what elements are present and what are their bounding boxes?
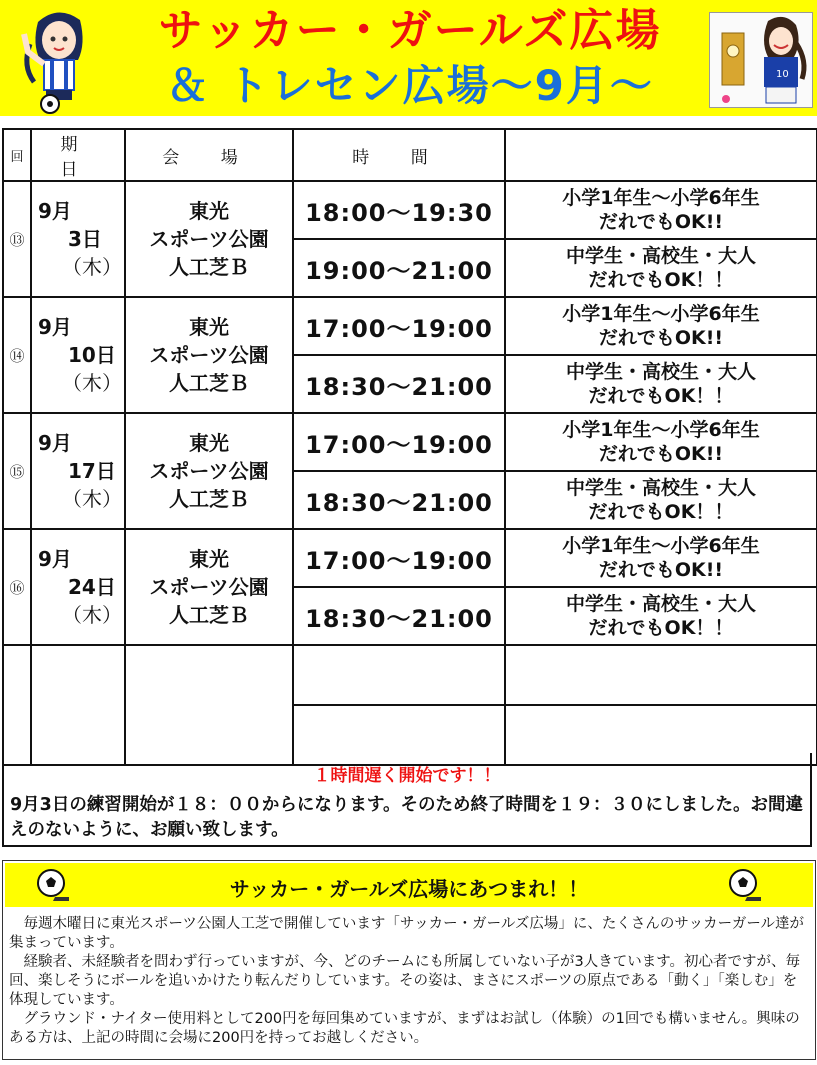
round-number: ⑯ bbox=[3, 529, 31, 645]
notice-box bbox=[2, 753, 812, 847]
empty-row bbox=[3, 645, 817, 705]
venue-line: 東光 bbox=[189, 315, 229, 339]
target-note: だれでもOK！！ bbox=[588, 269, 734, 291]
target-group: 中学生・高校生・大人 bbox=[565, 593, 756, 615]
target-group: 中学生・高校生・大人 bbox=[565, 477, 756, 499]
date-weekday: （木） bbox=[62, 487, 122, 511]
table-row bbox=[3, 297, 817, 355]
venue-line: 人工芝Ｂ bbox=[169, 487, 249, 511]
empty-cell bbox=[31, 645, 125, 765]
header-banner bbox=[0, 0, 817, 116]
notice-headline: １時間遅く開始です！！ bbox=[313, 766, 501, 786]
date-cell bbox=[31, 413, 125, 529]
date-weekday: （木） bbox=[62, 255, 122, 279]
target-note: だれでもOK！！ bbox=[588, 501, 734, 523]
time-slot: 18:00～19:30 bbox=[293, 181, 505, 239]
target-cell bbox=[505, 181, 817, 239]
venue-line: スポーツ公園 bbox=[149, 459, 269, 483]
date-day: 17日 bbox=[68, 459, 116, 483]
info-paragraph: グラウンド・ナイター使用料として200円を毎回集めていますが、まずはお試し（体験）の1回でも構いません。興味のある方は、上記の時間に会場に200円を持ってお越しください。 bbox=[9, 1011, 800, 1046]
col-header-time: 時 間 bbox=[293, 129, 505, 181]
info-box bbox=[2, 860, 816, 1060]
page-title: サッカー・ガールズ広場 bbox=[158, 5, 662, 56]
date-day: 3日 bbox=[68, 227, 102, 251]
table-row bbox=[3, 181, 817, 239]
info-paragraph: 経験者、未経験者を問わず行っていますが、今、どのチームにも所属していない子が3人きています。初心者ですが、毎回、楽しそうにボールを追いかけたり転んだりしています。その姿は、まさにスポーツの原点である「動く」「楽しむ」を体現しています。 bbox=[9, 954, 801, 1008]
venue-line: スポーツ公園 bbox=[149, 227, 269, 251]
player-with-trophy-photo bbox=[709, 12, 813, 108]
schedule-table bbox=[2, 128, 817, 766]
date-month: 9月 bbox=[38, 199, 72, 223]
venue-line: 東光 bbox=[189, 199, 229, 223]
target-note: だれでもOK！！ bbox=[588, 617, 734, 639]
soccer-ball-icon bbox=[727, 867, 763, 903]
round-number: ⑭ bbox=[3, 297, 31, 413]
target-cell bbox=[505, 529, 817, 587]
target-cell bbox=[505, 413, 817, 471]
page-subtitle: ＆ トレセン広場～9月～ bbox=[166, 61, 654, 110]
info-paragraph: 毎週木曜日に東光スポーツ公園人工芝で開催しています「サッカー・ガールズ広場」に、たくさんのサッカーガール達が集まっています。 bbox=[9, 916, 805, 951]
target-cell bbox=[505, 297, 817, 355]
target-cell bbox=[505, 471, 817, 529]
date-cell bbox=[31, 297, 125, 413]
table-header-row bbox=[3, 129, 817, 181]
time-slot: 18:30～21:00 bbox=[293, 355, 505, 413]
table-row bbox=[3, 413, 817, 471]
date-cell bbox=[31, 181, 125, 297]
col-header-venue: 会 場 bbox=[125, 129, 293, 181]
venue-line: 人工芝Ｂ bbox=[169, 255, 249, 279]
venue-line: スポーツ公園 bbox=[149, 343, 269, 367]
time-slot: 19:00～21:00 bbox=[293, 239, 505, 297]
target-group: 小学1年生～小学6年生 bbox=[562, 419, 760, 441]
time-slot: 17:00～19:00 bbox=[293, 413, 505, 471]
date-month: 9月 bbox=[38, 315, 72, 339]
target-group: 中学生・高校生・大人 bbox=[565, 361, 756, 383]
empty-cell bbox=[125, 645, 293, 765]
time-slot: 17:00～19:00 bbox=[293, 297, 505, 355]
empty-cell bbox=[3, 645, 31, 765]
time-slot: 18:30～21:00 bbox=[293, 471, 505, 529]
venue-line: 東光 bbox=[189, 547, 229, 571]
venue-line: 人工芝Ｂ bbox=[169, 371, 249, 395]
target-group: 小学1年生～小学6年生 bbox=[562, 535, 760, 557]
venue-line: 人工芝Ｂ bbox=[169, 603, 249, 627]
date-cell bbox=[31, 529, 125, 645]
date-weekday: （木） bbox=[62, 603, 122, 627]
target-note: だれでもOK!! bbox=[598, 559, 724, 581]
target-note: だれでもOK!! bbox=[598, 211, 724, 233]
date-day: 10日 bbox=[68, 343, 116, 367]
target-group: 小学1年生～小学6年生 bbox=[562, 303, 760, 325]
target-group: 中学生・高校生・大人 bbox=[565, 245, 756, 267]
target-group: 小学1年生～小学6年生 bbox=[562, 187, 760, 209]
info-text bbox=[9, 915, 809, 1048]
table-row bbox=[3, 529, 817, 587]
date-month: 9月 bbox=[38, 547, 72, 571]
empty-cell bbox=[505, 645, 817, 705]
time-slot: 18:30～21:00 bbox=[293, 587, 505, 645]
svg-text:10: 10 bbox=[776, 69, 789, 80]
date-weekday: （木） bbox=[62, 371, 122, 395]
venue-cell bbox=[125, 297, 293, 413]
target-cell bbox=[505, 239, 817, 297]
notice-body: 9月3日の練習開始が１８：００からになります。そのため終了時間を１９：３０にしました。お間違えのないように、お願い致します。 bbox=[10, 795, 803, 840]
venue-line: スポーツ公園 bbox=[149, 575, 269, 599]
time-slot: 17:00～19:00 bbox=[293, 529, 505, 587]
date-day: 24日 bbox=[68, 575, 116, 599]
date-month: 9月 bbox=[38, 431, 72, 455]
col-header-target bbox=[505, 129, 817, 181]
round-number: ⑮ bbox=[3, 413, 31, 529]
venue-cell bbox=[125, 529, 293, 645]
target-cell bbox=[505, 355, 817, 413]
col-header-date: 期 日 bbox=[31, 129, 125, 181]
target-note: だれでもOK!! bbox=[598, 327, 724, 349]
target-note: だれでもOK!! bbox=[598, 443, 724, 465]
venue-cell bbox=[125, 413, 293, 529]
target-note: だれでもOK！！ bbox=[588, 385, 734, 407]
info-title: サッカー・ガールズ広場にあつまれ！！ bbox=[229, 877, 589, 901]
target-cell bbox=[505, 587, 817, 645]
venue-cell bbox=[125, 181, 293, 297]
empty-cell bbox=[293, 645, 505, 705]
col-header-round: 回 bbox=[3, 129, 31, 181]
soccer-girl-mascot-icon bbox=[8, 4, 108, 114]
round-number: ⑬ bbox=[3, 181, 31, 297]
info-title-bar bbox=[5, 863, 813, 907]
venue-line: 東光 bbox=[189, 431, 229, 455]
